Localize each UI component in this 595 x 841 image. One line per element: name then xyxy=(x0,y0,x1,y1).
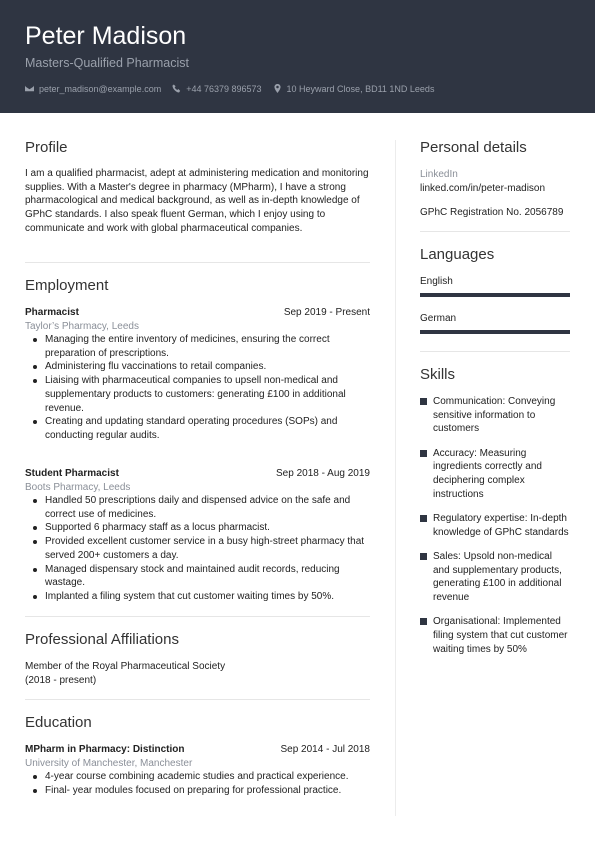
list-item: Creating and updating standard operating procedures (SOPs) and conducting regular audits. xyxy=(25,415,370,442)
candidate-subtitle: Masters-Qualified Pharmacist xyxy=(25,56,189,70)
divider xyxy=(420,231,570,232)
divider xyxy=(25,699,370,700)
skill-item: Sales: Upsold non-medical and supplementary products, generating £100 in additional revenue xyxy=(420,550,570,605)
divider xyxy=(25,616,370,617)
languages-heading: Languages xyxy=(420,246,495,263)
candidate-name: Peter Madison xyxy=(25,22,187,50)
contact-email[interactable] xyxy=(25,84,161,94)
language-name: English xyxy=(420,276,453,287)
skill-item: Organisational: Implemented filing system that cut customer waiting times by 50% xyxy=(420,615,570,656)
degree-date: Sep 2014 - Jul 2018 xyxy=(280,744,370,755)
school-name: University of Manchester, Manchester xyxy=(25,758,193,769)
divider xyxy=(420,351,570,352)
list-item: Managing the entire inventory of medicines, ensuring the correct preparation of prescriptions. xyxy=(25,333,370,360)
list-item: Liaising with pharmaceutical companies to upsell non-medical and supplementary products to customers: generating £100 in additional revenue. xyxy=(25,374,370,415)
employment-heading: Employment xyxy=(25,277,109,294)
address-text: 10 Heyward Close, BD11 1ND Leeds xyxy=(286,83,435,94)
job-title: Pharmacist xyxy=(25,307,79,318)
list-item: Supported 6 pharmacy staff as a locus pharmacist. xyxy=(25,521,370,535)
education-bullets xyxy=(25,770,370,797)
job-bullets xyxy=(25,333,370,443)
list-item: Provided excellent customer service in a busy high-street pharmacy that served 200+ customers a day. xyxy=(25,535,370,562)
location-pin-icon xyxy=(273,84,282,93)
list-item: Handled 50 prescriptions daily and dispensed advice on the safe and correct use of medicines. xyxy=(25,494,370,521)
resume-header xyxy=(0,0,595,113)
personal-heading: Personal details xyxy=(420,139,527,156)
degree-title: MPharm in Pharmacy: Distinction xyxy=(25,744,185,755)
registration-number: GPhC Registration No. 2056789 xyxy=(420,207,564,218)
contact-row xyxy=(25,82,445,95)
profile-heading: Profile xyxy=(25,139,68,156)
skill-item: Regulatory expertise: In-depth knowledge of GPhC standards xyxy=(420,512,570,539)
job-employer: Boots Pharmacy, Leeds xyxy=(25,482,131,493)
envelope-icon xyxy=(25,84,34,93)
affiliation-line: Member of the Royal Pharmaceutical Society xyxy=(25,661,226,672)
email-text: peter_madison@example.com xyxy=(39,83,162,94)
job-title: Student Pharmacist xyxy=(25,468,119,479)
language-name: German xyxy=(420,313,457,324)
linkedin-link[interactable]: linked.com/in/peter-madison xyxy=(420,183,546,194)
language-level-bar xyxy=(420,330,570,334)
column-divider xyxy=(395,140,396,816)
skill-item: Communication: Conveying sensitive information to customers xyxy=(420,395,570,436)
linkedin-label: LinkedIn xyxy=(420,169,458,180)
affiliations-heading: Professional Affiliations xyxy=(25,631,179,648)
contact-address xyxy=(273,84,435,94)
skills-heading: Skills xyxy=(420,366,456,383)
contact-phone[interactable] xyxy=(172,84,261,94)
education-heading: Education xyxy=(25,714,92,731)
phone-text: +44 76379 896573 xyxy=(186,83,262,94)
list-item: Administering flu vaccinations to retail companies. xyxy=(25,360,370,374)
job-date: Sep 2018 - Aug 2019 xyxy=(276,468,370,479)
language-level-bar xyxy=(420,293,570,297)
phone-icon xyxy=(172,84,181,93)
job-date: Sep 2019 - Present xyxy=(283,307,370,318)
skills-list xyxy=(420,395,570,667)
divider xyxy=(25,262,370,263)
skill-item: Accuracy: Measuring ingredients correctly and deciphering complex instructions xyxy=(420,447,570,502)
list-item: Managed dispensary stock and maintained audit records, reducing wastage. xyxy=(25,563,370,590)
list-item: Final- year modules focused on preparing for professional practice. xyxy=(25,784,370,798)
affiliation-years: (2018 - present) xyxy=(25,675,97,686)
job-employer: Taylor’s Pharmacy, Leeds xyxy=(25,321,139,332)
list-item: 4-year course combining academic studies and practical experience. xyxy=(25,770,370,784)
job-bullets xyxy=(25,494,370,604)
profile-text: I am a qualified pharmacist, adept at administering medication and monitoring supplies. With a Master's degree in pharmacy (MPharm), I have a strong pharmacological and medical background, as well as in-depth knowledge of GPhC standards. I also speak fluent German, which I enjoy using to communicate and work with global pharmaceutical companies. xyxy=(25,168,369,234)
list-item: Implanted a filing system that cut customer waiting times by 50%. xyxy=(25,590,370,604)
